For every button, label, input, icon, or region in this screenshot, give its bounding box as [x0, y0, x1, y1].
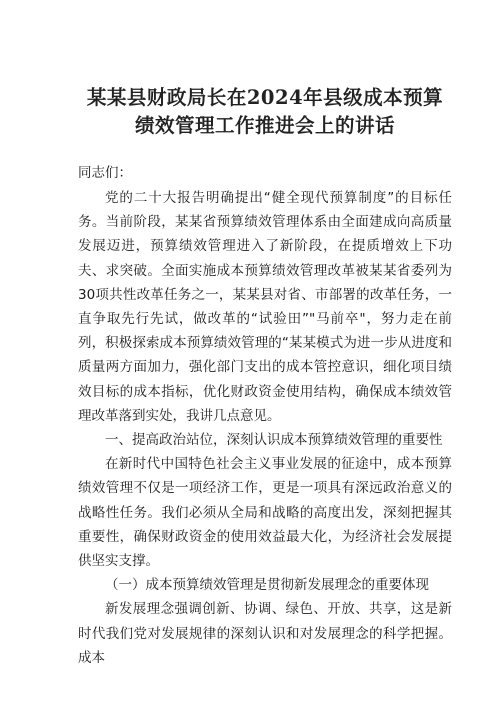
title-line-2: 绩效管理工作推进会上的讲话	[134, 114, 395, 137]
subsection-heading-1: （一）成本预算绩效管理是贯彻新发展理念的重要体现	[105, 577, 429, 594]
section-heading-1: 一、提高政治站位，深刻认识成本预算绩效管理的重要性	[105, 432, 443, 449]
title-line-1: 某某县财政局长在2024年县级成本预算	[86, 86, 444, 109]
document-title	[78, 84, 452, 140]
paragraph-section-1: 在新时代中国特色社会主义事业发展的征途中，成本预算绩效管理不仅是一项经济工作，更是一项具有深远政治意义的战略性任务。我们必须从全局和战略的高度出发，深刻把握其重要性，确保财政资金的使用效益最大化，为经济社会发展提供坚实支撑。	[78, 456, 452, 570]
salutation: 同志们：	[78, 165, 132, 181]
paragraph-subsection-1: 新发展理念强调创新、协调、绿色、开放、共享，这是新时代我们党对发展规律的深刻认识和对发展理念的科学把握。成本	[78, 601, 452, 666]
paragraph-intro: 党的二十大报告明确提出“健全现代预算制度”的目标任务。当前阶段，某某省预算绩效管理体系由全面建成向高质量发展迈进，预算绩效管理进入了新阶段，在提质增效上下功夫、求突破。全面实施成本预算绩效管理改革被某某省委列为30项共性改革任务之一，某某县对省、市部署的改革任务，一直争取先行先试，做改革的“试验田”"马前卒"，努力走在前列，积极探索成本预算绩效管理的“某某模式为进一步从进度和质量两方面加力，强化部门支出的成本管控意识，细化项目绩效目标的成本指标，优化财政资金使用结构，确保成本绩效管理改革落到实处，我讲几点意见。	[78, 190, 452, 424]
